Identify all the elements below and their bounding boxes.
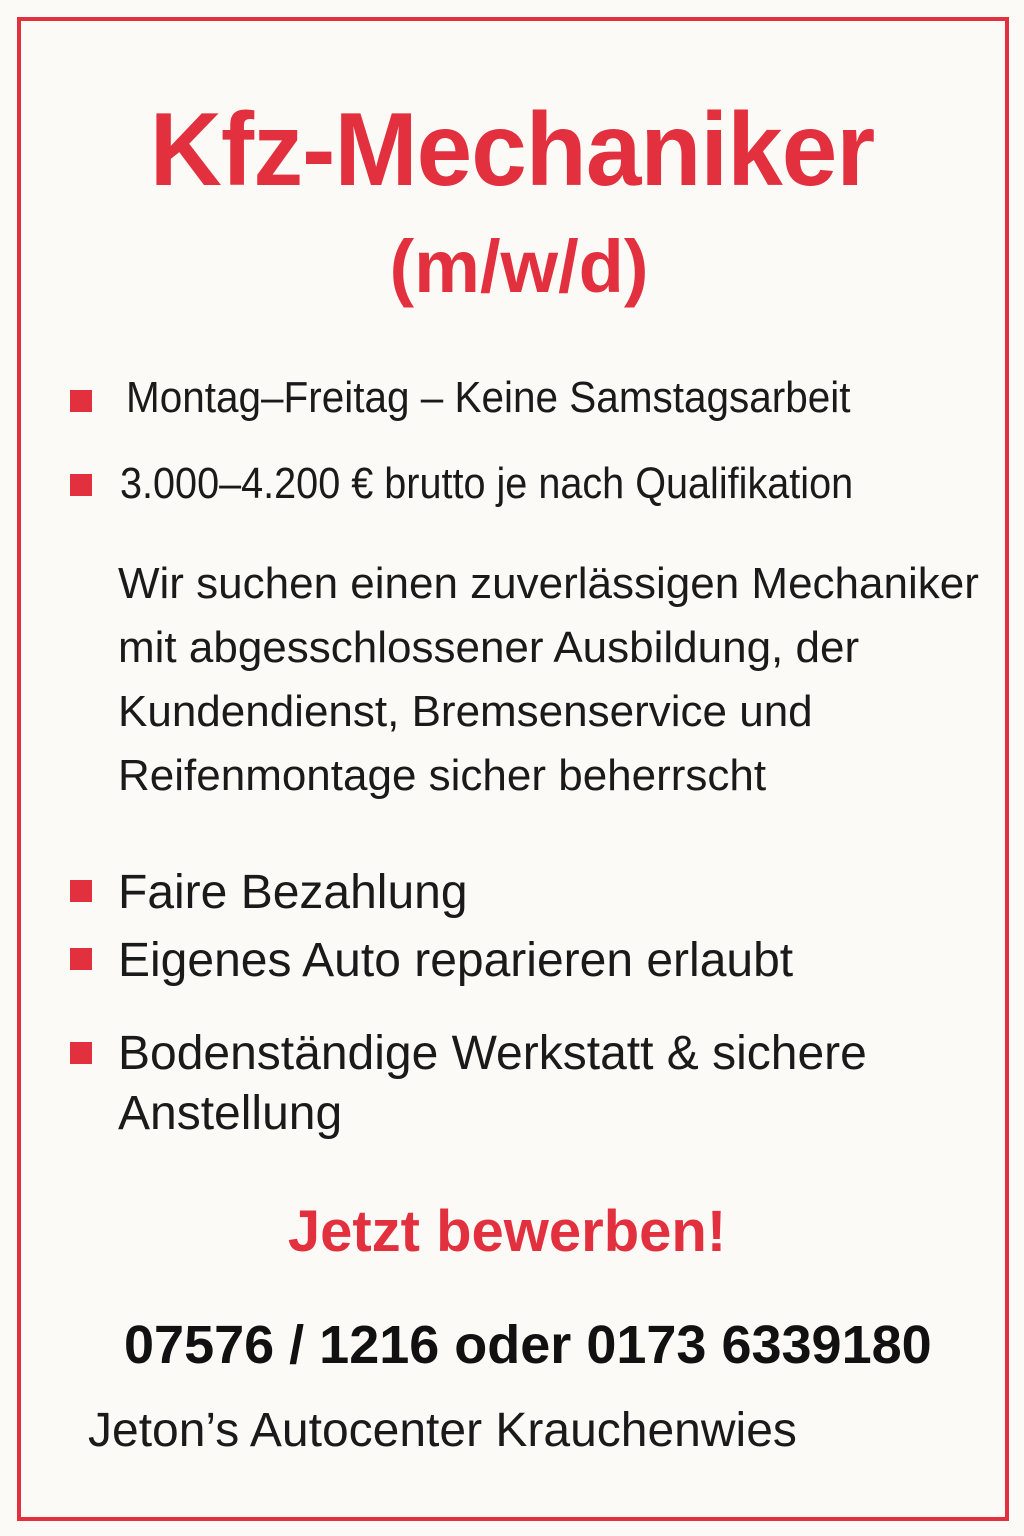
- contact-phone: 07576 / 1216 oder 0173 6339180: [124, 1315, 932, 1375]
- red-square-bullet-icon: [70, 948, 92, 970]
- benefit-item-pay: [70, 862, 468, 924]
- job-title: Kfz-Mechaniker: [149, 92, 875, 208]
- red-square-bullet-icon: [70, 390, 92, 412]
- gender-note: (m/w/d): [389, 225, 649, 308]
- highlight-item-hours: [70, 368, 914, 428]
- highlight-text: Montag–Freitag – Keine Samstagsarbeit: [126, 373, 851, 422]
- benefit-item-workshop: [70, 1024, 867, 1144]
- highlight-item-salary: [70, 454, 935, 514]
- benefit-item-own-car: [70, 930, 793, 992]
- benefit-text: Faire Bezahlung: [118, 866, 468, 919]
- benefit-text: Eigenes Auto reparieren erlaubt: [118, 934, 794, 987]
- highlight-text: 3.000–4.200 € brutto je nach Qualifikation: [120, 459, 854, 508]
- apply-now-heading: Jetzt bewerben!: [287, 1199, 727, 1264]
- red-square-bullet-icon: [70, 1042, 92, 1064]
- company-name: Jeton’s Autocenter Krauchenwies: [88, 1404, 797, 1457]
- red-square-bullet-icon: [70, 880, 92, 902]
- job-description: Wir suchen einen zuverlässigen Mechaniker mit abgesschlossener Ausbildung, der Kundendienst, Bremsenservice und Reifenmontage sicher beherrscht: [118, 559, 979, 800]
- benefit-text: Bodenständige Werkstatt & sichere Anstellung: [118, 1027, 867, 1140]
- red-square-bullet-icon: [70, 474, 92, 496]
